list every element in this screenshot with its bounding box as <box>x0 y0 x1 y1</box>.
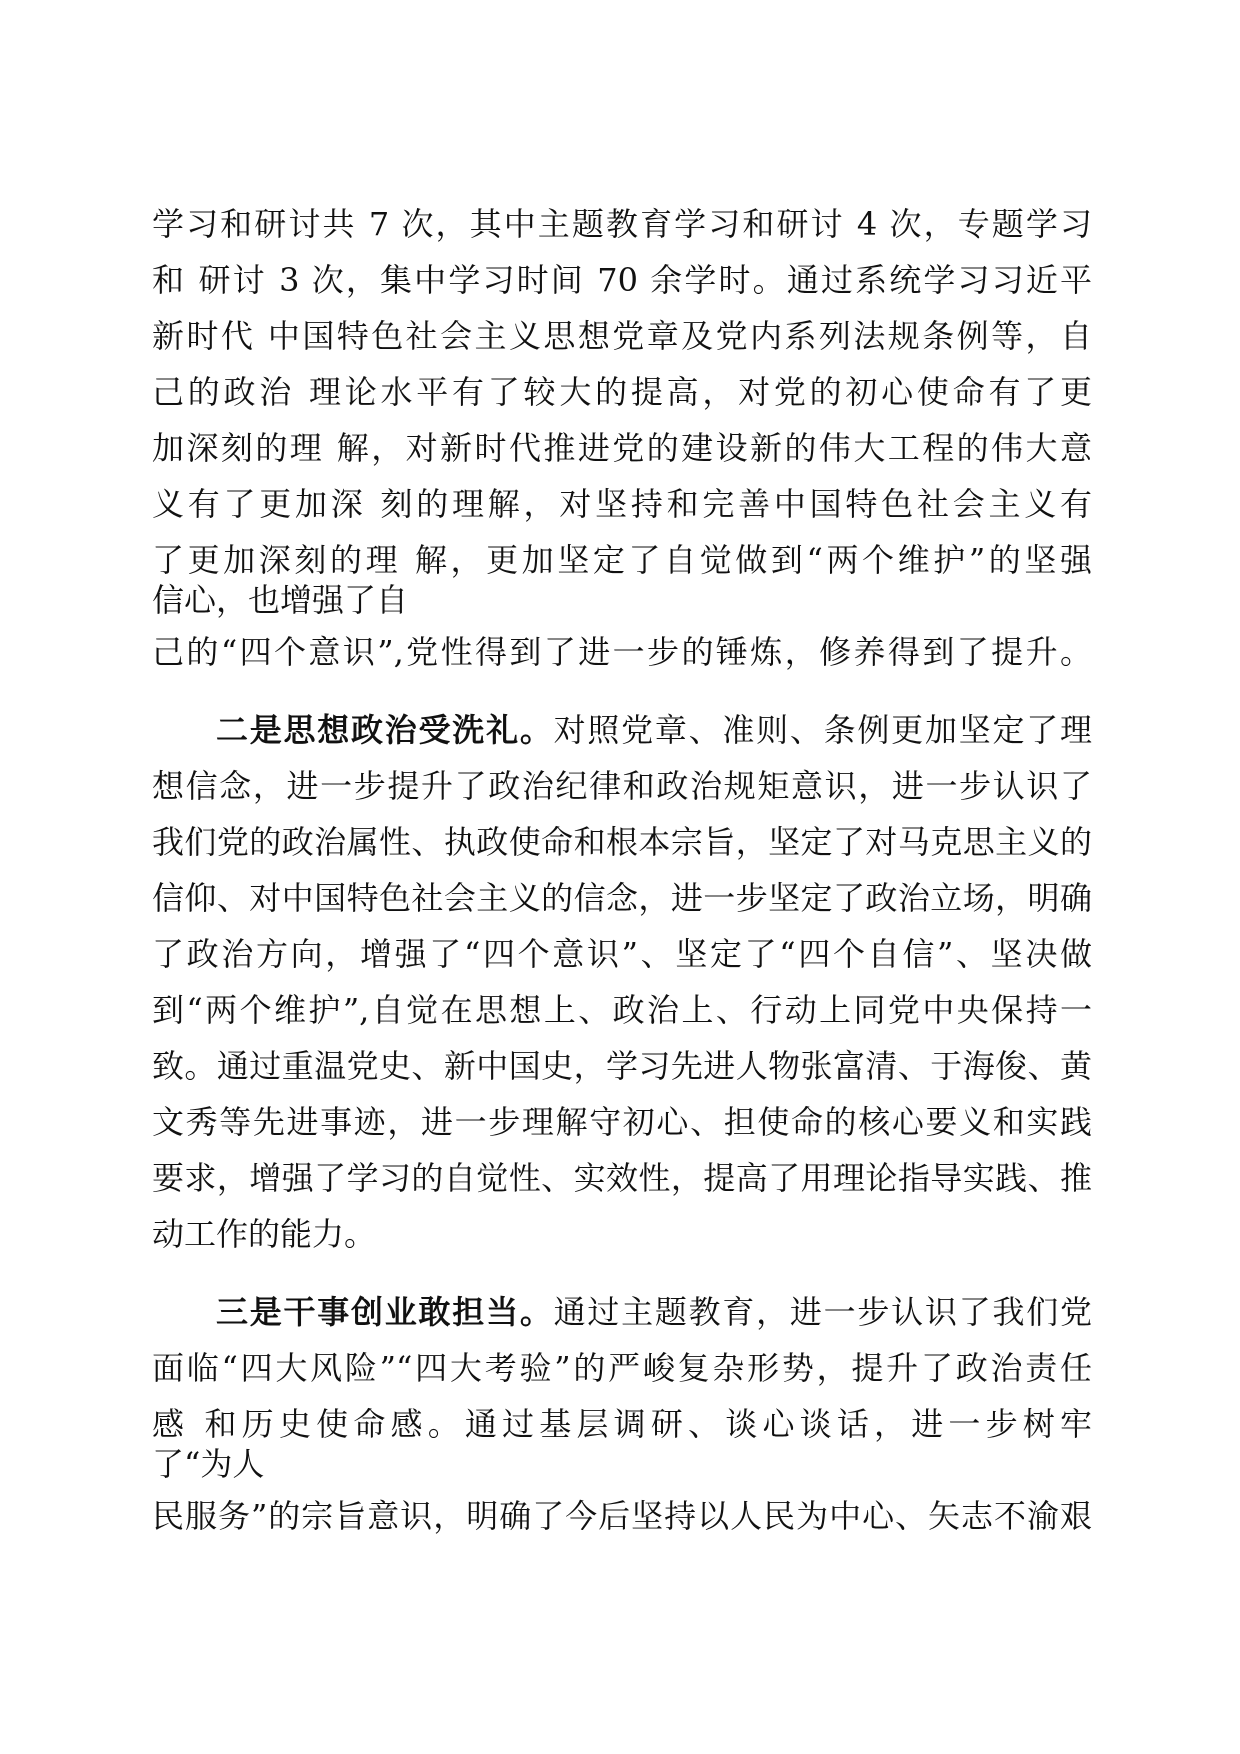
paragraph-line: 要求，增强了学习的自觉性、实效性，提高了用理论指导实践、推 <box>152 1159 1092 1197</box>
paragraph-line: 新时代 中国特色社会主义思想党章及党内系列法规条例等，自 <box>152 317 1092 355</box>
paragraph-line: 到“两个维护”,自觉在思想上、政治上、行动上同党中央保持一 <box>152 991 1092 1029</box>
paragraph-line: 了政治方向，增强了“四个意识”、坚定了“四个自信”、坚决做 <box>152 935 1092 973</box>
paragraph-line: 己的政治 理论水平有了较大的提高，对党的初心使命有了更 <box>152 373 1092 411</box>
paragraph-line: 和 研讨 3 次，集中学习时间 70 余学时。通过系统学习习近平 <box>152 261 1092 299</box>
paragraph-line: 民服务”的宗旨意识，明确了今后坚持以人民为中心、矢志不渝艰 <box>152 1497 1092 1535</box>
paragraph-line: 信仰、对中国特色社会主义的信念，进一步坚定了政治立场，明确 <box>152 879 1092 917</box>
paragraph-line: 想信念，进一步提升了政治纪律和政治规矩意识，进一步认识了 <box>152 767 1092 805</box>
paragraph-line: 致。通过重温党史、新中国史，学习先进人物张富清、于海俊、黄 <box>152 1047 1092 1085</box>
paragraph-text: 通过主题教育，进一步认识了我们党 <box>553 1293 1092 1331</box>
paragraph-text: 对照党章、准则、条例更加坚定了理 <box>553 711 1092 749</box>
paragraph-line: 义有了更加深 刻的理解，对坚持和完善中国特色社会主义有 <box>152 485 1092 523</box>
paragraph-line: 文秀等先进事迹，进一步理解守初心、担使命的核心要义和实践 <box>152 1103 1092 1141</box>
paragraph-first-line <box>216 710 1092 750</box>
paragraph-line: 动工作的能力。 <box>152 1215 377 1253</box>
paragraph-first-line <box>216 1292 1092 1332</box>
paragraph-line: 了更加深刻的理 解，更加坚定了自觉做到“两个维护”的坚强 <box>152 541 1092 579</box>
paragraph-line: 加深刻的理 解，对新时代推进党的建设新的伟大工程的伟大意 <box>152 429 1092 467</box>
paragraph-line: 学习和研讨共 7 次，其中主题教育学习和研讨 4 次，专题学习 <box>152 205 1092 243</box>
paragraph-line: 我们党的政治属性、执政使命和根本宗旨，坚定了对马克思主义的 <box>152 823 1092 861</box>
paragraph-line: 信心，也增强了自 <box>152 581 409 619</box>
paragraph-heading: 二是思想政治受洗礼。 <box>216 711 554 749</box>
paragraph-line: 了“为人 <box>152 1445 265 1483</box>
paragraph-line: 感 和历史使命感。通过基层调研、谈心谈话，进一步树牢 <box>152 1405 1092 1443</box>
paragraph-line: 己的“四个意识”,党性得到了进一步的锤炼，修养得到了提升。 <box>152 633 1092 671</box>
paragraph-line: 面临“四大风险”“四大考验”的严峻复杂形势，提升了政治责任 <box>152 1349 1092 1387</box>
paragraph-heading: 三是干事创业敢担当。 <box>216 1293 554 1331</box>
